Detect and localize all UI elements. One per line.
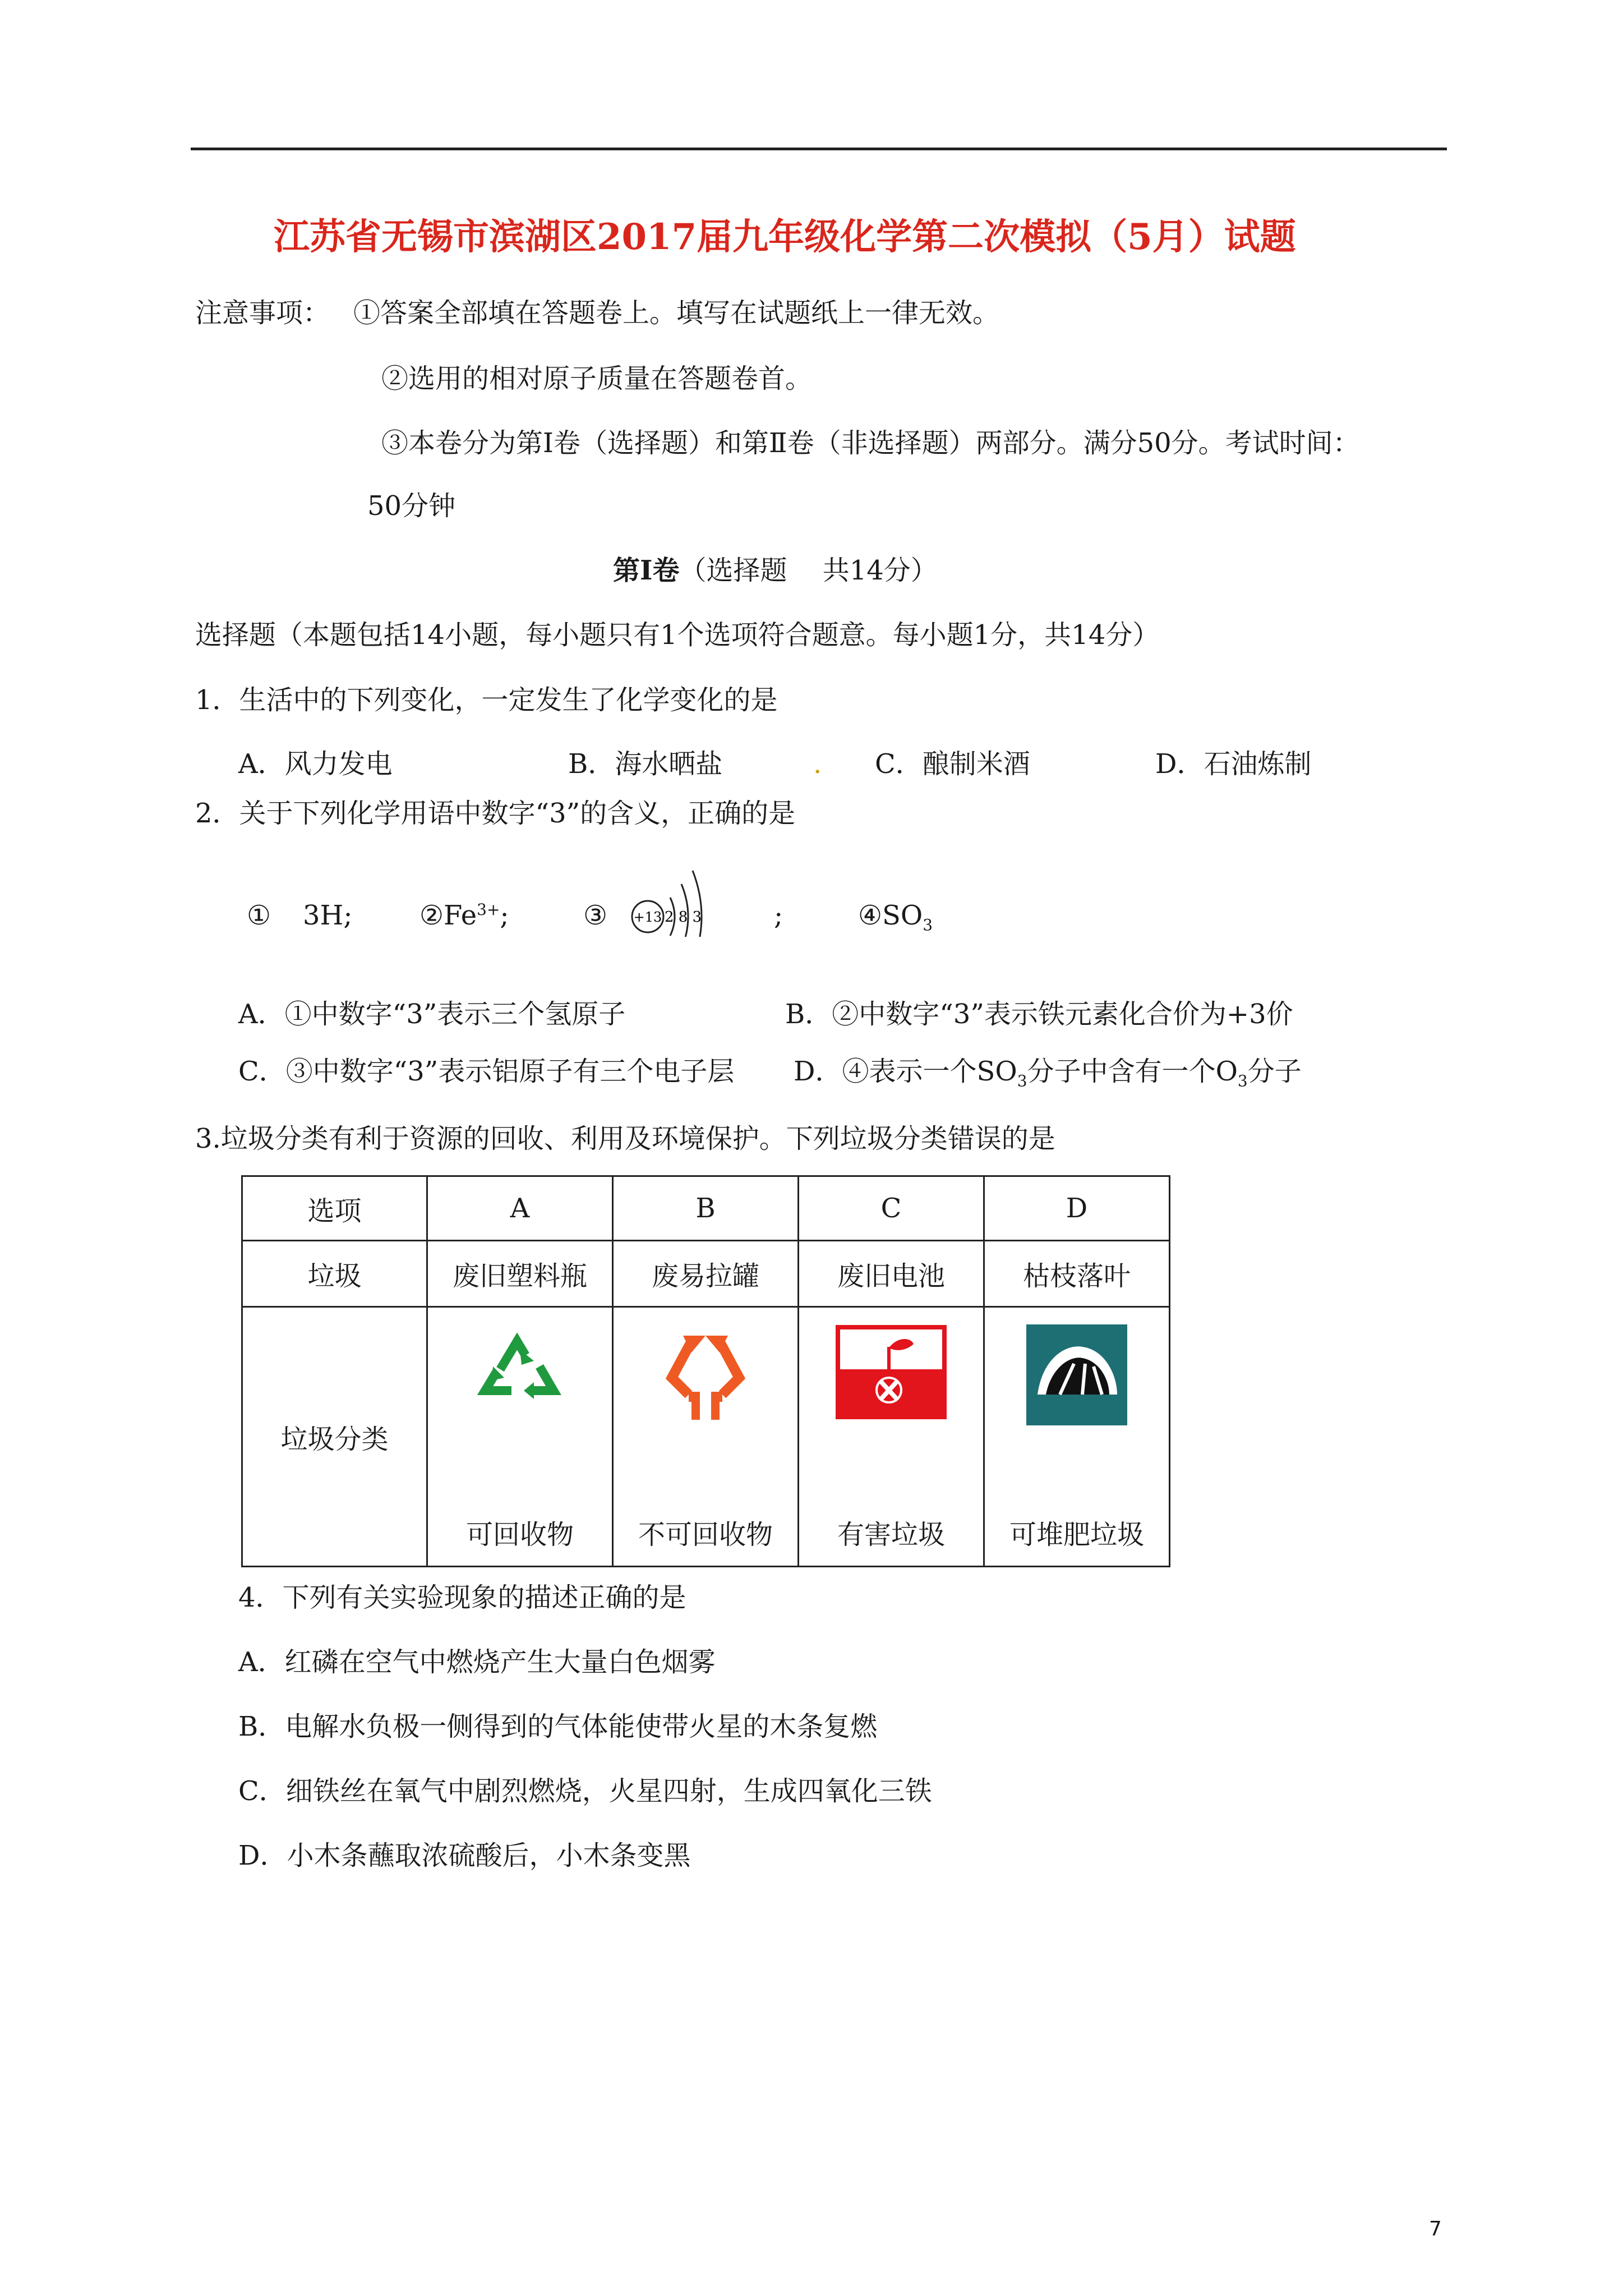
so3-subscript: 3	[923, 915, 933, 935]
q2-symbol-4	[858, 899, 933, 935]
header-rule	[191, 148, 1447, 150]
q4-option-a: A．红磷在空气中燃烧产生大量白色烟雾	[238, 1646, 716, 1678]
table-header-cell: 选项	[242, 1176, 427, 1241]
table-cell-non-recyclable	[613, 1307, 799, 1567]
aluminum-atom-diagram	[625, 858, 721, 937]
electron-counts: 2 8 3	[665, 909, 702, 926]
section-intro: 选择题（本题包括14小题，每小题只有1个选项符合题意。每小题1分，共14分）	[195, 619, 1160, 651]
nucleus-charge: +13	[633, 909, 662, 925]
exam-title: 江苏省无锡市滨湖区2017届九年级化学第二次模拟（5月）试题	[274, 216, 1296, 258]
compost-icon	[1026, 1324, 1127, 1425]
q2-symbol-1: 3H;	[303, 900, 353, 931]
q2-symbol-1-num: ①	[247, 900, 271, 931]
table-header-cell: D	[984, 1176, 1170, 1241]
q4-stem: 4．下列有关实验现象的描述正确的是	[238, 1582, 686, 1613]
q1-stem: 1．生活中的下列变化，一定发生了化学变化的是	[195, 684, 778, 716]
q2-d-post: 分子	[1247, 1056, 1302, 1087]
non-recyclable-icon	[658, 1324, 753, 1425]
fe-semicolon: ;	[500, 900, 509, 931]
q1-option-a: A．风力发电	[238, 748, 393, 780]
waste-classification-table	[241, 1175, 1170, 1567]
q2-d-mid: 分子中含有一个O	[1027, 1056, 1238, 1087]
table-row-waste	[242, 1241, 1170, 1307]
notice-item-3: ③本卷分为第Ⅰ卷（选择题）和第Ⅱ卷（非选择题）两部分。满分50分。考试时间：	[381, 427, 1360, 459]
q1-option-c: C．酿制米酒	[875, 748, 1030, 780]
table-header-row	[242, 1176, 1170, 1241]
q4-option-d: D．小木条蘸取浓硫酸后，小木条变黑	[238, 1840, 691, 1871]
q2-option-c: C．③中数字“3”表示铝原子有三个电子层	[238, 1056, 735, 1087]
class-label: 有害垃圾	[837, 1519, 945, 1550]
table-cell-compost	[984, 1307, 1170, 1567]
fe-base: ②Fe	[419, 900, 477, 931]
notice-item-2: ②选用的相对原子质量在答题卷首。	[381, 363, 813, 394]
so3-base: ④SO	[858, 900, 923, 931]
table-header-cell: C	[799, 1176, 984, 1241]
class-label: 可回收物	[465, 1519, 574, 1550]
page-number: 7	[1429, 2217, 1442, 2240]
recycle-icon	[469, 1324, 570, 1414]
notice-item-1: ①答案全部填在答题卷上。填写在试题纸上一律无效。	[353, 297, 1000, 329]
section-heading-rest: （选择题 共14分）	[679, 555, 938, 586]
q4-option-b: B．电解水负极一侧得到的气体能使带火星的木条复燃	[238, 1711, 878, 1742]
table-cell-recyclable	[427, 1307, 613, 1567]
q2-option-a: A．①中数字“3”表示三个氢原子	[238, 999, 626, 1030]
q2-symbol-2	[419, 899, 509, 932]
table-header-cell: A	[427, 1176, 613, 1241]
q2-symbol-3-semicolon: ;	[774, 900, 783, 931]
q2-stem: 2．关于下列化学用语中数字“3”的含义，正确的是	[195, 798, 796, 829]
q1-option-b: B．海水晒盐	[568, 748, 723, 780]
table-cell: 枯枝落叶	[984, 1241, 1170, 1307]
hazardous-icon	[835, 1324, 947, 1420]
q1-stray-dot: .	[813, 748, 822, 780]
q2-option-b: B．②中数字“3”表示铁元素化合价为+3价	[785, 999, 1293, 1030]
q2-option-d	[794, 1055, 1302, 1091]
table-cell: 废旧电池	[799, 1241, 984, 1307]
q2-symbol-3-num: ③	[583, 900, 608, 931]
class-label: 可堆肥垃圾	[1009, 1519, 1144, 1550]
table-cell: 废旧塑料瓶	[427, 1241, 613, 1307]
q2-d-pre: D．④表示一个SO	[794, 1056, 1017, 1087]
table-cell-hazardous	[799, 1307, 984, 1567]
table-cell: 废易拉罐	[613, 1241, 799, 1307]
class-label: 不可回收物	[638, 1519, 773, 1550]
table-cell: 垃圾分类	[242, 1307, 427, 1567]
table-header-cell: B	[613, 1176, 799, 1241]
q4-option-c: C．细铁丝在氧气中剧烈燃烧，火星四射，生成四氧化三铁	[238, 1775, 932, 1807]
q3-stem: 3.垃圾分类有利于资源的回收、利用及环境保护。下列垃圾分类错误的是	[195, 1123, 1055, 1154]
table-cell: 垃圾	[242, 1241, 427, 1307]
notice-label: 注意事项：	[195, 297, 330, 329]
section-heading	[613, 554, 938, 587]
q1-option-d: D．石油炼制	[1155, 748, 1312, 780]
q2-d-sub2: 3	[1237, 1071, 1248, 1091]
electron-shell-3	[693, 871, 702, 937]
table-row-classification	[242, 1307, 1170, 1567]
section-heading-bold: 第Ⅰ卷	[613, 555, 680, 586]
notice-item-3-cont: 50分钟	[367, 490, 456, 522]
fe-charge: 3+	[477, 900, 500, 919]
q2-d-sub1: 3	[1017, 1071, 1027, 1091]
